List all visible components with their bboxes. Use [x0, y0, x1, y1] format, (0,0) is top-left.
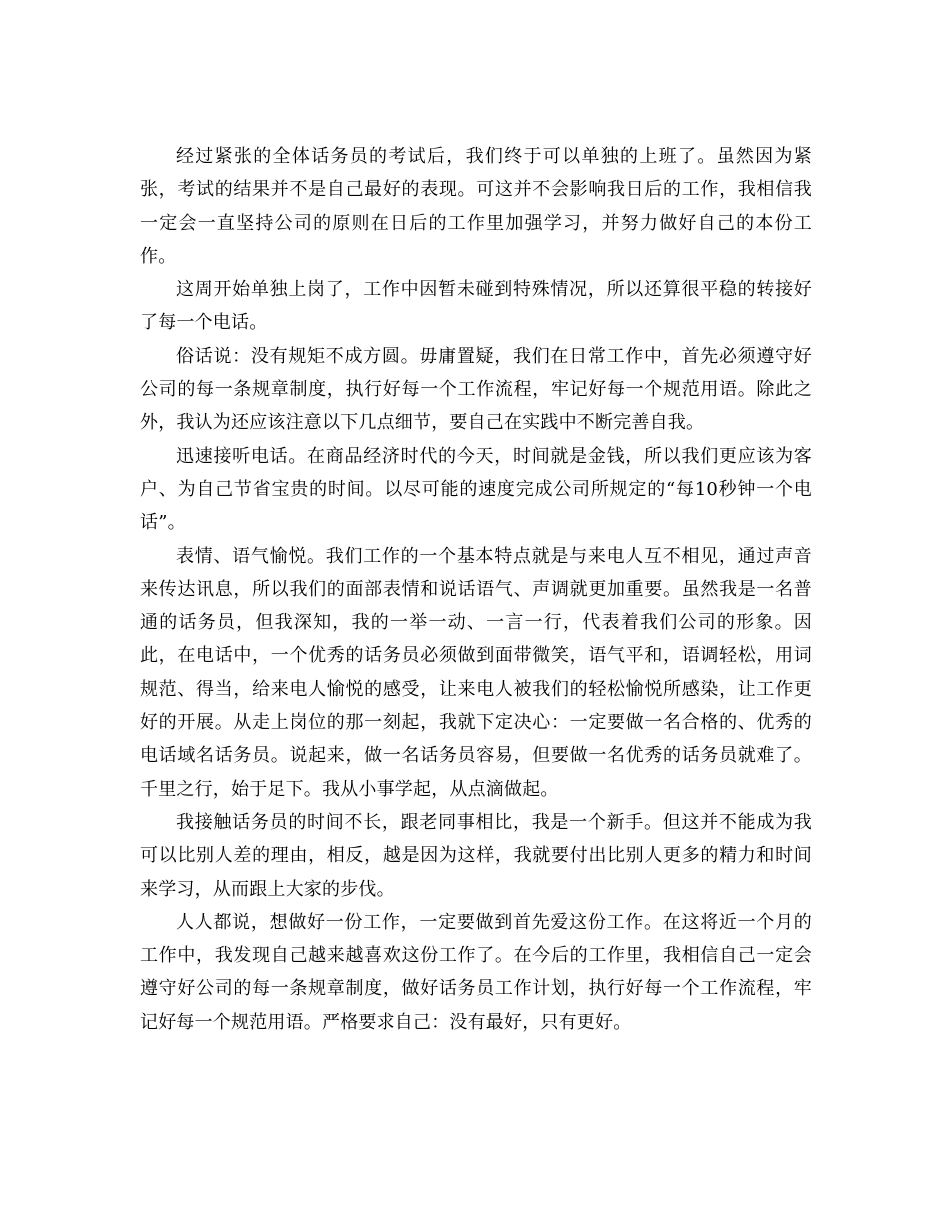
paragraph-exam: 经过紧张的全体话务员的考试后，我们终于可以单独的上班了。虽然因为紧张，考试的结果并不是自己最好的表现。可这并不会影响我日后的工作，我相信我一定会一直坚持公司的原则在日后的工作里加强学习，并努力做好自己的本份工作。: [140, 146, 812, 267]
paragraph-answer-quickly: 迅速接听电话。在商品经济时代的今天，时间就是金钱，所以我们更应该为客户、为自己节省宝贵的时间。以尽可能的速度完成公司所规定的“每10秒钟一个电话”。: [140, 445, 812, 534]
document-body: [140, 140, 812, 1039]
paragraph-newcomer: 我接触话务员的时间不长，跟老同事相比，我是一个新手。但这并不能成为我可以比别人差的理由，相反，越是因为这样，我就要付出比别人更多的精力和时间来学习，从而跟上大家的步伐。: [140, 811, 812, 900]
paragraph-pleasant-tone: 表情、语气愉悦。我们工作的一个基本特点就是与来电人互不相见，通过声音来传达讯息，所以我们的面部表情和说话语气、声调就更加重要。虽然我是一名普通的话务员，但我深知，我的一举一动、一言一行，代表着我们公司的形象。因此，在电话中，一个优秀的话务员必须做到面带微笑，语气平和，语调轻松，用词规范、得当，给来电人愉悦的感受，让来电人被我们的轻松愉悦所感染，让工作更好的开展。从走上岗位的那一刻起，我就下定决心：一定要做一名合格的、优秀的电话域名话务员。说起来，做一名话务员容易，但要做一名优秀的话务员就难了。千里之行，始于足下。我从小事学起，从点滴做起。: [140, 545, 812, 800]
paragraph-first-week: 这周开始单独上岗了，工作中因暂未碰到特殊情况，所以还算很平稳的转接好了每一个电话。: [140, 279, 812, 334]
paragraph-love-the-job: 人人都说，想做好一份工作，一定要做到首先爱这份工作。在这将近一个月的工作中，我发现自己越来越喜欢这份工作了。在今后的工作里，我相信自己一定会遵守好公司的每一条规章制度，做好话务员工作计划，执行好每一个工作流程，牢记好每一个规范用语。严格要求自己：没有最好，只有更好。: [140, 911, 812, 1033]
paragraph-rules: 俗话说：没有规矩不成方圆。毋庸置疑，我们在日常工作中，首先必须遵守好公司的每一条规章制度，执行好每一个工作流程，牢记好每一个规范用语。除此之外，我认为还应该注意以下几点细节，要自己在实践中不断完善自我。: [140, 345, 812, 434]
